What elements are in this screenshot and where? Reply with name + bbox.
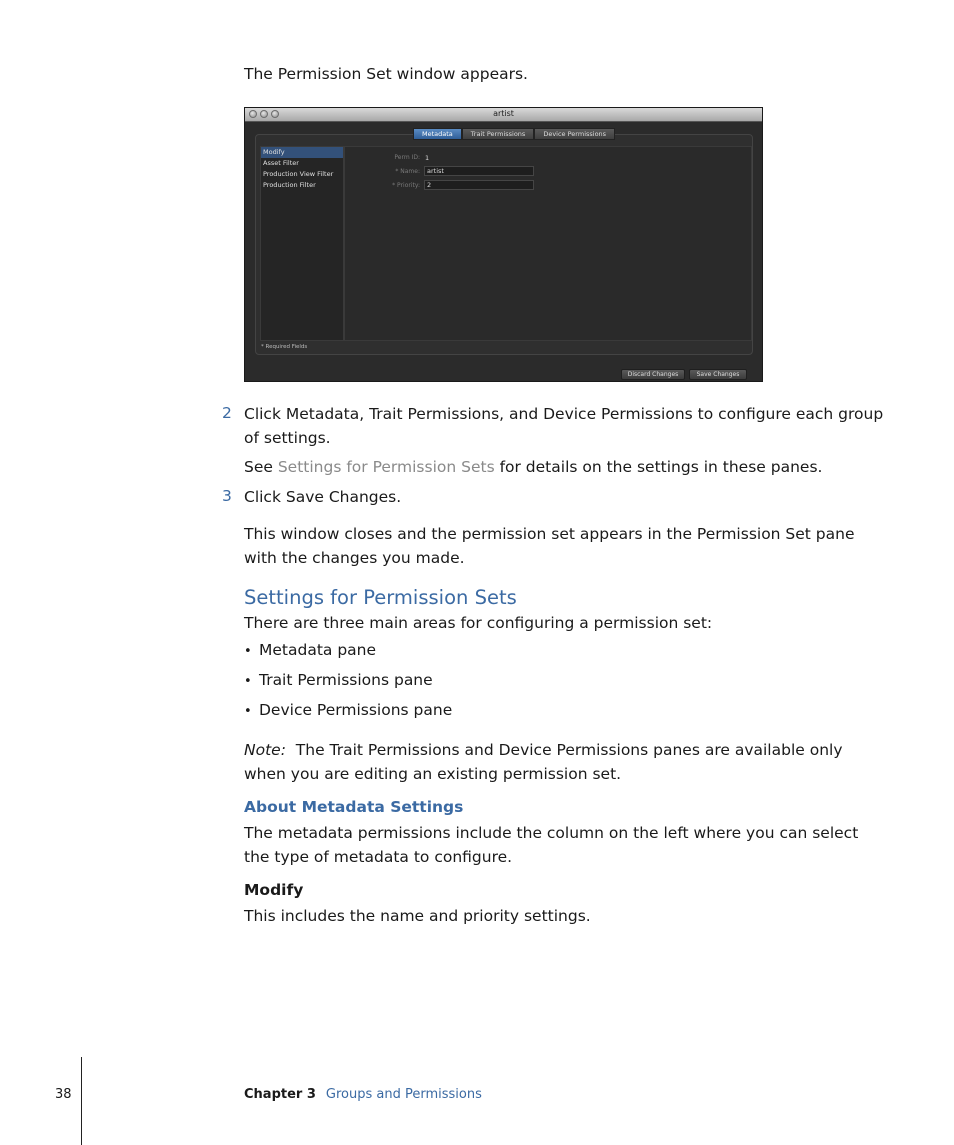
discard-changes-button[interactable]: Discard Changes bbox=[621, 369, 685, 380]
bullet-icon: • bbox=[244, 704, 252, 719]
settings-link[interactable]: Settings for Permission Sets bbox=[277, 458, 495, 476]
settings-intro: There are three main areas for configuring a permission set: bbox=[244, 614, 713, 632]
subsection-heading: About Metadata Settings bbox=[244, 798, 464, 816]
footer-divider bbox=[81, 1057, 82, 1145]
sidebar-item-asset-filter[interactable]: Asset Filter bbox=[263, 159, 299, 167]
tab-trait-permissions[interactable]: Trait Permissions bbox=[462, 128, 535, 140]
about-text: The metadata permissions include the column on the left where you can select the type of metadata to configure. bbox=[244, 824, 859, 866]
note-label: Note: bbox=[244, 741, 286, 759]
closes-paragraph: This window closes and the permission set appears in the Permission Set pane with the changes you made. bbox=[244, 525, 855, 567]
priority-label: * Priority: bbox=[392, 182, 420, 189]
bullet-icon: • bbox=[244, 674, 252, 689]
name-input[interactable]: artist bbox=[424, 166, 534, 176]
note-paragraph bbox=[244, 738, 884, 786]
bullet-icon: • bbox=[244, 644, 252, 659]
list-item: Metadata pane bbox=[259, 641, 377, 659]
name-label: * Name: bbox=[395, 168, 420, 175]
list-item: Device Permissions pane bbox=[259, 701, 453, 719]
see-prefix: See bbox=[244, 458, 278, 476]
section-heading: Settings for Permission Sets bbox=[244, 586, 517, 609]
page-number: 38 bbox=[55, 1087, 72, 1102]
sidebar-item-modify[interactable]: Modify bbox=[261, 147, 343, 158]
metadata-sidebar bbox=[260, 146, 344, 341]
tab-bar bbox=[413, 128, 615, 140]
sidebar-item-production-filter[interactable]: Production Filter bbox=[263, 181, 316, 189]
see-suffix: for details on the settings in these panes. bbox=[494, 458, 823, 476]
intro-text: The Permission Set window appears. bbox=[244, 65, 528, 83]
perm-id-label: Perm ID: bbox=[394, 154, 420, 161]
step-text: Click Save Changes. bbox=[244, 488, 402, 506]
note-text: The Trait Permissions and Device Permissions panes are available only when you are editing an existing permission set. bbox=[244, 741, 843, 783]
priority-input[interactable]: 2 bbox=[424, 180, 534, 190]
required-fields-note: * Required Fields bbox=[261, 344, 308, 350]
step-text: Click Metadata, Trait Permissions, and Device Permissions to configure each group of settings. bbox=[244, 405, 884, 447]
step-number: 3 bbox=[222, 487, 232, 505]
permission-set-window bbox=[244, 107, 763, 382]
window-title: artist bbox=[493, 109, 514, 118]
metadata-content bbox=[344, 146, 752, 341]
modify-heading: Modify bbox=[244, 881, 304, 899]
perm-id-value: 1 bbox=[425, 154, 430, 162]
step-number: 2 bbox=[222, 404, 232, 422]
window-titlebar bbox=[245, 108, 762, 122]
chapter-title: Groups and Permissions bbox=[325, 1087, 482, 1102]
modify-text: This includes the name and priority settings. bbox=[244, 907, 591, 925]
sidebar-item-production-view-filter[interactable]: Production View Filter bbox=[263, 170, 334, 178]
tab-metadata[interactable]: Metadata bbox=[413, 128, 462, 140]
chapter-label: Chapter 3 bbox=[244, 1087, 316, 1102]
see-also-text bbox=[244, 455, 884, 479]
list-item: Trait Permissions pane bbox=[259, 671, 433, 689]
tab-device-permissions[interactable]: Device Permissions bbox=[534, 128, 615, 140]
save-changes-button[interactable]: Save Changes bbox=[689, 369, 747, 380]
chapter-footer bbox=[244, 1087, 482, 1102]
